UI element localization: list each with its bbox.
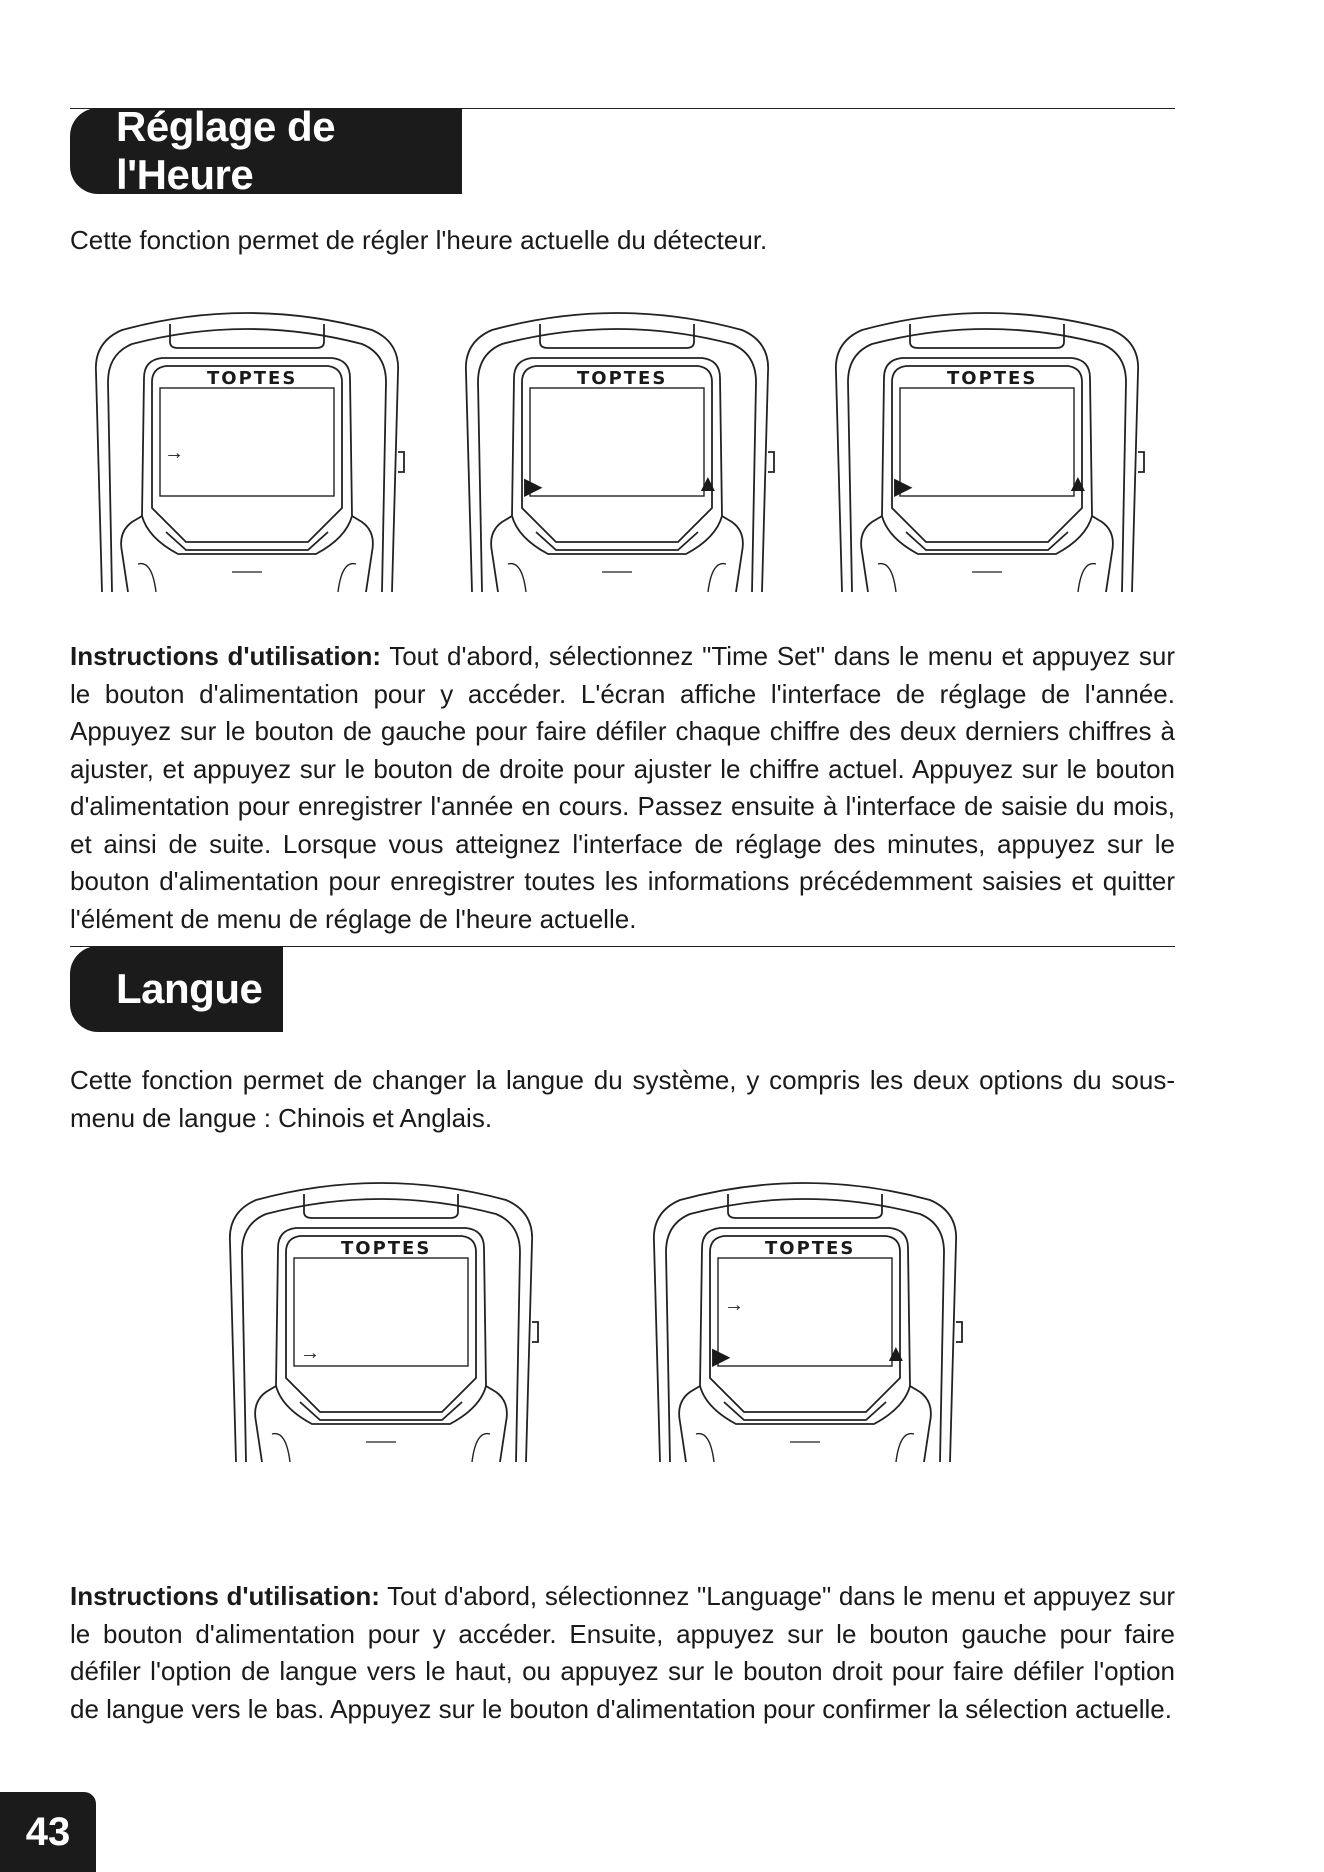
instructions-text: Tout d'abord, sélectionnez "Language" dans le menu et appuyez sur le bouton d'alimentation pour y accéder. Ensuite, appuyez sur le bouton gauche pour faire défiler l'option de langue vers le haut, ou appuyez sur le bouton droit pour faire défiler l'option de langue vers le bas. Appuyez sur le bouton d'alimentation pour confirmer la sélection actuelle. — [70, 1581, 1175, 1724]
section-title-lang — [70, 946, 283, 1032]
menu-arrow-icon: → — [164, 442, 184, 464]
section-intro: Cette fonction permet de régler l'heure actuelle du détecteur. — [70, 225, 768, 255]
section-title-text: Langue — [116, 965, 263, 1012]
right-button-icon: ▲ — [1066, 470, 1090, 497]
section-intro: Cette fonction permet de changer la langue du système, y compris les deux options du sous-menu de langue : Chinois et Anglais. — [70, 1065, 1175, 1133]
section-title-time — [70, 103, 462, 198]
page-number: 43 — [0, 1792, 96, 1872]
device-outline — [822, 302, 1152, 592]
device-outline — [640, 1172, 970, 1462]
instructions-label: Instructions d'utilisation: — [70, 1581, 380, 1611]
brand-logo: TOPTES — [207, 368, 298, 389]
brand-logo: TOPTES — [341, 1238, 432, 1259]
section-title-text: Réglage de l'Heure — [116, 103, 336, 198]
instructions-text: Tout d'abord, sélectionnez "Time Set" dans le menu et appuyez sur le bouton d'alimentation pour y accéder. L'écran affiche l'interface de réglage de l'année. Appuyez sur le bouton de gauche pour faire défiler chaque chiffre des deux derniers chiffres à ajuster, et appuyez sur le bouton de droite pour ajuster le chiffre actuel. Appuyez sur le bouton d'alimentation pour enregistrer l'année en cours. Passez ensuite à l'interface de saisie du mois, et ainsi de suite. Lorsque vous atteignez l'interface de réglage des minutes, appuyez sur le bouton d'alimentation pour enregistrer toutes les informations précédemment saisies et quitter l'élément de menu de réglage de l'heure actuelle. — [70, 641, 1175, 934]
device-screen-language-list — [216, 1172, 546, 1462]
instructions-lang — [70, 1578, 1175, 1728]
brand-logo: TOPTES — [947, 368, 1038, 389]
device-screen-day — [822, 302, 1152, 592]
left-button-icon: ▶ — [712, 1343, 731, 1370]
right-button-icon: ▲ — [884, 1340, 908, 1367]
device-outline — [452, 302, 782, 592]
device-screen-language-select — [640, 1172, 970, 1462]
brand-logo: TOPTES — [577, 368, 668, 389]
device-outline — [82, 302, 412, 592]
device-screen-year — [82, 302, 412, 592]
device-outline — [216, 1172, 546, 1462]
right-button-icon: ▲ — [696, 470, 720, 497]
menu-arrow-icon: → — [724, 1294, 744, 1316]
menu-arrow-icon: → — [300, 1342, 320, 1364]
left-button-icon: ▶ — [894, 473, 913, 500]
instructions-time — [70, 638, 1175, 938]
device-screen-month — [452, 302, 782, 592]
left-button-icon: ▶ — [524, 473, 543, 500]
instructions-label: Instructions d'utilisation: — [70, 641, 381, 671]
brand-logo: TOPTES — [765, 1238, 856, 1259]
